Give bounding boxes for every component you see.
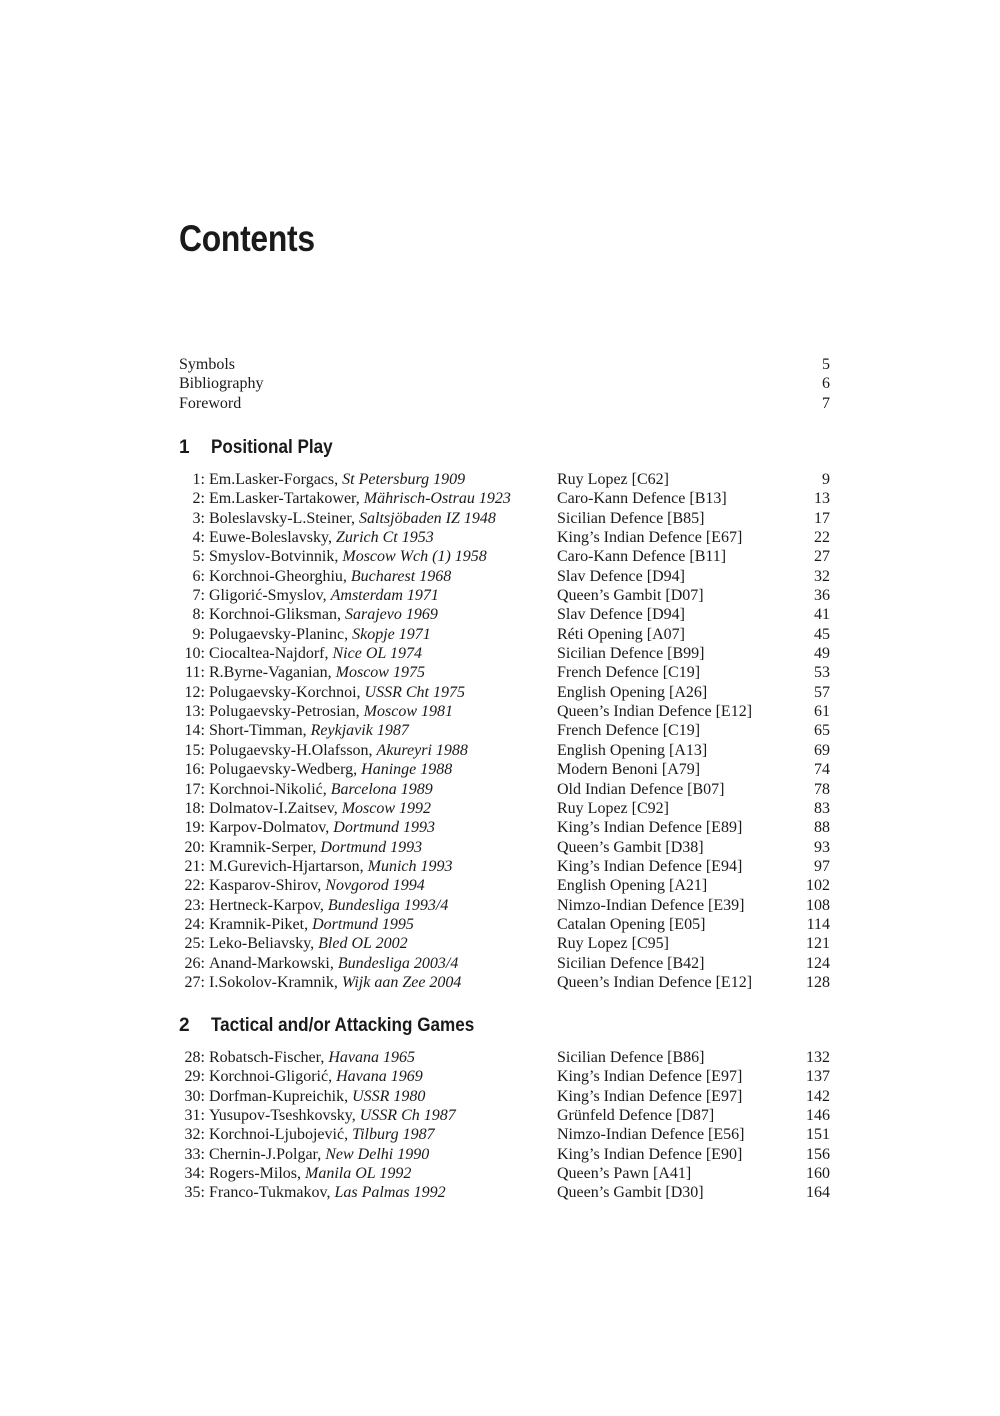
players-text: Dolmatov-I.Zaitsev,	[209, 799, 342, 817]
players-text: Polugaevsky-H.Olafsson,	[209, 741, 377, 759]
chapter-number: 1	[179, 437, 190, 458]
players-text: Polugaevsky-Petrosian,	[209, 703, 364, 721]
players-text: Kramnik-Piket,	[209, 915, 313, 933]
game-entry	[179, 818, 830, 837]
players-text: Leko-Beliavsky,	[209, 935, 319, 953]
game-page: 78	[814, 780, 830, 798]
chapter-title: Positional Play	[211, 437, 333, 458]
players-text: M.Gurevich-Hjartarson,	[209, 857, 368, 875]
game-venue: USSR Cht 1975	[364, 683, 465, 701]
game-players	[205, 586, 557, 605]
game-opening: English Opening [A21]	[557, 877, 708, 895]
game-opening: Sicilian Defence [B85]	[557, 509, 705, 527]
game-entry	[179, 780, 830, 799]
players-text: Franco-Tukmakov,	[209, 1184, 335, 1202]
game-number: 34:	[184, 1165, 205, 1183]
players-text: Euwe-Boleslavsky,	[209, 529, 336, 547]
game-venue: Bucharest 1968	[350, 567, 452, 585]
game-page: 17	[814, 509, 830, 527]
game-players	[205, 1125, 557, 1144]
game-opening: Sicilian Defence [B42]	[557, 954, 705, 972]
game-opening: Queen’s Indian Defence [E12]	[557, 703, 753, 721]
game-entry	[179, 915, 830, 934]
game-page: 57	[814, 683, 830, 701]
game-venue: Reykjavik 1987	[310, 722, 409, 740]
game-page: 164	[806, 1184, 830, 1202]
game-entry	[179, 838, 830, 857]
game-entry	[179, 896, 830, 915]
game-venue: Moscow Wch (1) 1958	[342, 548, 487, 566]
game-opening: Slav Defence [D94]	[557, 567, 685, 585]
game-venue: Wijk aan Zee 2004	[341, 973, 462, 991]
game-venue: Havana 1969	[336, 1068, 423, 1086]
game-entry	[179, 644, 830, 663]
game-venue: Havana 1965	[328, 1049, 415, 1066]
players-text: Korchnoi-Gligorić,	[209, 1068, 337, 1086]
game-entry	[179, 567, 830, 586]
players-text: Short-Timman,	[209, 722, 311, 740]
players-text: Em.Lasker-Tartakower,	[209, 490, 364, 508]
chapter-title: Tactical and/or Attacking Games	[211, 1015, 475, 1036]
players-text: Boleslavsky-L.Steiner,	[209, 509, 359, 527]
game-opening: Caro-Kann Defence [B11]	[557, 548, 727, 566]
game-opening: King’s Indian Defence [E67]	[557, 529, 743, 547]
game-opening: Ruy Lopez [C92]	[557, 799, 669, 817]
game-players	[205, 625, 557, 644]
game-number: 17:	[184, 780, 205, 798]
front-matter-page: 7	[822, 394, 830, 412]
game-opening: Nimzo-Indian Defence [E56]	[557, 1126, 745, 1144]
game-opening: King’s Indian Defence [E94]	[557, 857, 743, 875]
game-players	[205, 1048, 557, 1067]
game-venue: Dortmund 1993	[333, 819, 436, 837]
game-number: 23:	[184, 896, 205, 914]
players-text: Chernin-J.Polgar,	[209, 1145, 326, 1163]
game-entry	[179, 663, 830, 682]
game-page: 13	[814, 490, 830, 508]
game-opening: King’s Indian Defence [E97]	[557, 1087, 743, 1105]
players-text: Anand-Markowski,	[209, 954, 338, 972]
game-entry	[179, 857, 830, 876]
game-number: 11:	[185, 664, 205, 682]
game-players	[205, 528, 557, 547]
players-text: Korchnoi-Gheorghiu,	[209, 567, 351, 585]
game-page: 53	[814, 664, 830, 682]
game-entry	[179, 973, 830, 992]
game-players	[205, 973, 557, 992]
game-opening: Modern Benoni [A79]	[557, 761, 701, 779]
game-venue: Las Palmas 1992	[334, 1184, 446, 1202]
game-page: 128	[806, 973, 830, 991]
game-opening: Sicilian Defence [B99]	[557, 645, 705, 663]
front-matter-item	[179, 394, 830, 413]
game-entry	[179, 702, 830, 721]
game-entry	[179, 1087, 830, 1106]
game-players	[205, 663, 557, 682]
game-players	[205, 644, 557, 663]
game-opening: King’s Indian Defence [E97]	[557, 1068, 743, 1086]
game-venue: St Petersburg 1909	[342, 471, 466, 488]
game-entry	[179, 1067, 830, 1086]
game-players	[205, 509, 557, 528]
game-opening: Queen’s Gambit [D07]	[557, 587, 704, 605]
game-number: 30:	[184, 1087, 205, 1105]
game-page: 151	[806, 1126, 830, 1144]
game-page: 146	[806, 1107, 830, 1125]
players-text: Hertneck-Karpov,	[209, 896, 328, 914]
game-players	[205, 721, 557, 740]
game-entry	[179, 586, 830, 605]
players-text: Smyslov-Botvinnik,	[209, 548, 343, 566]
game-players	[205, 1164, 557, 1183]
game-players	[205, 1183, 557, 1202]
game-page: 88	[814, 819, 830, 837]
players-text: Gligorić-Smyslov,	[209, 587, 331, 605]
game-page: 114	[806, 915, 830, 933]
game-venue: Zurich Ct 1953	[335, 529, 434, 547]
game-players	[205, 799, 557, 818]
game-entry	[179, 489, 830, 508]
game-number: 20:	[184, 838, 205, 856]
chapter-number: 2	[179, 1015, 190, 1036]
game-number: 24:	[184, 915, 205, 933]
game-number: 7:	[192, 587, 205, 605]
game-venue: USSR 1980	[352, 1087, 426, 1105]
game-players	[205, 760, 557, 779]
game-venue: Tilburg 1987	[352, 1126, 435, 1144]
game-page: 22	[814, 529, 830, 547]
game-venue: Bled OL 2002	[318, 935, 408, 953]
players-text: Yusupov-Tseshkovsky,	[209, 1107, 360, 1125]
game-entry	[179, 1048, 830, 1067]
game-number: 32:	[184, 1126, 205, 1144]
game-players	[205, 876, 557, 895]
page-title: Contents	[179, 218, 315, 259]
game-players	[205, 934, 557, 953]
game-players	[205, 954, 557, 973]
game-number: 29:	[184, 1068, 205, 1086]
game-page: 156	[806, 1145, 830, 1163]
players-text: Polugaevsky-Korchnoi,	[209, 683, 365, 701]
game-players	[205, 915, 557, 934]
game-opening: Old Indian Defence [B07]	[557, 780, 725, 798]
game-venue: Moscow 1992	[341, 799, 432, 817]
game-number: 9:	[192, 625, 205, 643]
game-entry	[179, 876, 830, 895]
game-page: 102	[806, 877, 830, 895]
game-entry	[179, 1145, 830, 1164]
game-page: 74	[814, 761, 830, 779]
game-list	[179, 1048, 830, 1203]
game-venue: Saltsjöbaden IZ 1948	[359, 509, 496, 527]
players-text: Rogers-Milos,	[209, 1165, 305, 1183]
game-page: 97	[814, 857, 830, 875]
game-number: 27:	[184, 973, 205, 991]
game-players	[205, 567, 557, 586]
game-entry	[179, 683, 830, 702]
game-number: 10:	[184, 645, 205, 663]
game-opening: Caro-Kann Defence [B13]	[557, 490, 727, 508]
game-number: 18:	[184, 799, 205, 817]
game-entry	[179, 1164, 830, 1183]
game-page: 36	[814, 587, 830, 605]
game-page: 65	[814, 722, 830, 740]
game-number: 12:	[184, 683, 205, 701]
game-venue: Bundesliga 2003/4	[337, 954, 459, 972]
game-venue: Dortmund 1995	[312, 915, 414, 933]
front-matter-page: 6	[822, 375, 830, 393]
players-text: Korchnoi-Nikolić,	[209, 780, 331, 798]
game-entry	[179, 509, 830, 528]
game-number: 31:	[184, 1107, 205, 1125]
chapter-section	[179, 436, 830, 992]
chapter-heading	[179, 436, 830, 460]
game-number: 16:	[184, 761, 205, 779]
game-opening: Sicilian Defence [B86]	[557, 1049, 705, 1066]
game-entry	[179, 1125, 830, 1144]
chapter-heading	[179, 1014, 830, 1038]
game-opening: Grünfeld Defence [D87]	[557, 1107, 715, 1125]
game-venue: Nice OL 1974	[332, 645, 422, 663]
game-entry	[179, 741, 830, 760]
game-number: 1:	[192, 471, 205, 488]
game-players	[205, 1067, 557, 1086]
game-players	[205, 1145, 557, 1164]
game-players	[205, 489, 557, 508]
game-opening: Queen’s Pawn [A41]	[557, 1165, 692, 1183]
game-opening: French Defence [C19]	[557, 722, 701, 740]
game-venue: Moscow 1975	[335, 664, 425, 682]
game-venue: Sarajevo 1969	[344, 606, 438, 624]
players-text: Kramnik-Serper,	[209, 838, 321, 856]
game-venue: Akureyri 1988	[376, 741, 468, 759]
game-players	[205, 683, 557, 702]
game-number: 15:	[184, 741, 205, 759]
game-number: 33:	[184, 1145, 205, 1163]
game-page: 27	[814, 548, 830, 566]
game-number: 22:	[184, 877, 205, 895]
game-players	[205, 838, 557, 857]
game-opening: French Defence [C19]	[557, 664, 701, 682]
game-entry	[179, 547, 830, 566]
game-venue: New Delhi 1990	[325, 1145, 430, 1163]
game-page: 45	[814, 625, 830, 643]
game-entry	[179, 605, 830, 624]
game-players	[205, 547, 557, 566]
players-text: I.Sokolov-Kramnik,	[209, 973, 342, 991]
game-opening: Réti Opening [A07]	[557, 625, 685, 643]
players-text: Korchnoi-Gliksman,	[209, 606, 345, 624]
game-venue: Barcelona 1989	[330, 780, 433, 798]
game-players	[205, 605, 557, 624]
game-entry	[179, 1183, 830, 1202]
players-text: Polugaevsky-Wedberg,	[209, 761, 362, 779]
game-opening: English Opening [A26]	[557, 683, 708, 701]
game-entry	[179, 721, 830, 740]
game-number: 19:	[184, 819, 205, 837]
game-venue: Mährisch-Ostrau 1923	[363, 490, 511, 508]
game-page: 41	[814, 606, 830, 624]
game-entry	[179, 760, 830, 779]
game-page: 93	[814, 838, 830, 856]
game-number: 8:	[192, 606, 205, 624]
game-venue: Dortmund 1993	[320, 838, 423, 856]
front-matter-page: 5	[822, 356, 830, 373]
game-page: 9	[822, 471, 830, 488]
game-opening: Ruy Lopez [C95]	[557, 935, 669, 953]
game-venue: Haninge 1988	[361, 761, 453, 779]
game-players	[205, 818, 557, 837]
game-number: 13:	[184, 703, 205, 721]
game-page: 32	[814, 567, 830, 585]
game-number: 28:	[184, 1049, 205, 1066]
game-venue: Amsterdam 1971	[330, 587, 439, 605]
game-number: 5:	[192, 548, 205, 566]
game-page: 83	[814, 799, 830, 817]
game-venue: Bundesliga 1993/4	[327, 896, 449, 914]
game-number: 25:	[184, 935, 205, 953]
game-opening: King’s Indian Defence [E90]	[557, 1145, 743, 1163]
game-list	[179, 470, 830, 992]
game-opening: Queen’s Gambit [D38]	[557, 838, 704, 856]
game-opening: Queen’s Indian Defence [E12]	[557, 973, 753, 991]
game-opening: Slav Defence [D94]	[557, 606, 685, 624]
game-page: 61	[814, 703, 830, 721]
players-text: Em.Lasker-Forgacs,	[209, 471, 343, 488]
game-opening: Ruy Lopez [C62]	[557, 471, 669, 488]
game-number: 6:	[192, 567, 205, 585]
game-players	[205, 780, 557, 799]
game-players	[205, 857, 557, 876]
game-players	[205, 702, 557, 721]
game-number: 14:	[184, 722, 205, 740]
game-venue: Manila OL 1992	[305, 1165, 412, 1183]
game-number: 26:	[184, 954, 205, 972]
game-venue: Skopje 1971	[352, 625, 431, 643]
players-text: Robatsch-Fischer,	[209, 1049, 329, 1066]
game-page: 160	[806, 1165, 830, 1183]
game-entry	[179, 1106, 830, 1125]
players-text: Polugaevsky-Planinc,	[209, 625, 353, 643]
front-matter-label: Symbols	[179, 356, 236, 373]
game-entry	[179, 470, 830, 489]
front-matter-label: Foreword	[179, 394, 242, 412]
game-page: 137	[806, 1068, 830, 1086]
players-text: Korchnoi-Ljubojević,	[209, 1126, 353, 1144]
game-players	[205, 896, 557, 915]
players-text: Dorfman-Kupreichik,	[209, 1087, 353, 1105]
game-page: 124	[806, 954, 830, 972]
game-number: 4:	[192, 529, 205, 547]
front-matter-label: Bibliography	[179, 375, 264, 393]
game-opening: Queen’s Gambit [D30]	[557, 1184, 704, 1202]
game-number: 2:	[192, 490, 205, 508]
chapter-section	[179, 1014, 830, 1203]
game-page: 108	[806, 896, 830, 914]
game-players	[205, 1106, 557, 1125]
game-page: 142	[806, 1087, 830, 1105]
game-players	[205, 1087, 557, 1106]
game-number: 21:	[184, 857, 205, 875]
game-players	[205, 470, 557, 489]
game-venue: Novgorod 1994	[325, 877, 425, 895]
game-entry	[179, 528, 830, 547]
game-players	[205, 741, 557, 760]
players-text: Kasparov-Shirov,	[209, 877, 326, 895]
game-page: 121	[806, 935, 830, 953]
front-matter-item	[179, 355, 830, 374]
game-page: 69	[814, 741, 830, 759]
game-page: 49	[814, 645, 830, 663]
game-entry	[179, 954, 830, 973]
players-text: Ciocaltea-Najdorf,	[209, 645, 333, 663]
front-matter-list	[179, 355, 830, 413]
game-entry	[179, 625, 830, 644]
game-number: 35:	[184, 1184, 205, 1202]
players-text: Karpov-Dolmatov,	[209, 819, 334, 837]
front-matter-item	[179, 374, 830, 393]
game-entry	[179, 799, 830, 818]
game-entry	[179, 934, 830, 953]
game-venue: USSR Ch 1987	[359, 1107, 456, 1125]
players-text: R.Byrne-Vaganian,	[209, 664, 336, 682]
game-opening: Nimzo-Indian Defence [E39]	[557, 896, 745, 914]
game-venue: Moscow 1981	[363, 703, 453, 721]
game-venue: Munich 1993	[367, 857, 453, 875]
game-opening: King’s Indian Defence [E89]	[557, 819, 743, 837]
game-opening: Catalan Opening [E05]	[557, 915, 706, 933]
game-opening: English Opening [A13]	[557, 741, 708, 759]
game-page: 132	[806, 1049, 830, 1066]
game-number: 3:	[192, 509, 205, 527]
